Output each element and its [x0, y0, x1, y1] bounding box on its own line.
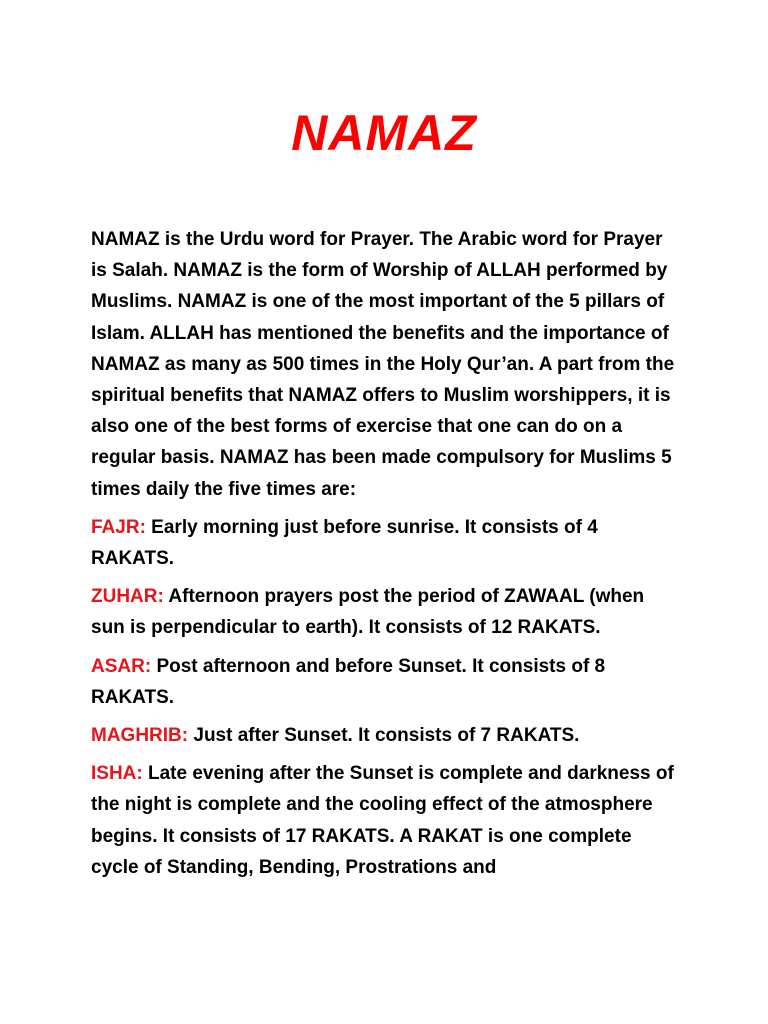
prayer-name: ASAR: — [91, 655, 152, 677]
prayer-fajr — [91, 512, 681, 574]
prayer-description: Early morning just before sunrise. It consists of 4 RAKATS. — [91, 516, 598, 570]
prayer-name: MAGHRIB: — [91, 725, 189, 747]
prayer-description: Afternoon prayers post the period of ZAWAAL (when sun is perpendicular to earth). It consists of 12 RAKATS. — [91, 586, 645, 639]
prayer-zuhar — [91, 581, 681, 643]
prayer-description: Post afternoon and before Sunset. It consists of 8 RAKATS. — [91, 655, 606, 708]
prayer-asar — [91, 651, 681, 713]
prayer-maghrib — [91, 720, 681, 751]
prayer-name: ZUHAR: — [91, 586, 164, 608]
document-title: NAMAZ — [291, 105, 477, 161]
intro-paragraph: NAMAZ is the Urdu word for Prayer. The Arabic word for Prayer is Salah. NAMAZ is the form of Worship of ALLAH performed by Muslims. NAMAZ is one of the most important of the 5 pillars of Islam. ALLAH has mentioned the benefits and the importance of NAMAZ as many as 500 times in the Holy Qur’an. A part from the spiritual benefits that NAMAZ offers to Muslim worshippers, it is also one of the best forms of exercise that one can do on a regular basis. NAMAZ has been made compulsory for Muslims 5 times daily the five times are: — [91, 229, 675, 500]
document-body — [91, 224, 681, 883]
prayer-description: Late evening after the Sunset is complete and darkness of the night is complete and the cooling effect of the atmosphere begins. It consists of 17 RAKATS. A RAKAT is one complete cycle of Standing, Bending, Prostrations and — [91, 763, 674, 878]
prayer-name: ISHA: — [91, 763, 143, 785]
prayer-name: FAJR: — [91, 516, 146, 538]
prayer-description: Just after Sunset. It consists of 7 RAKATS. — [188, 725, 580, 747]
prayer-isha — [91, 758, 681, 883]
